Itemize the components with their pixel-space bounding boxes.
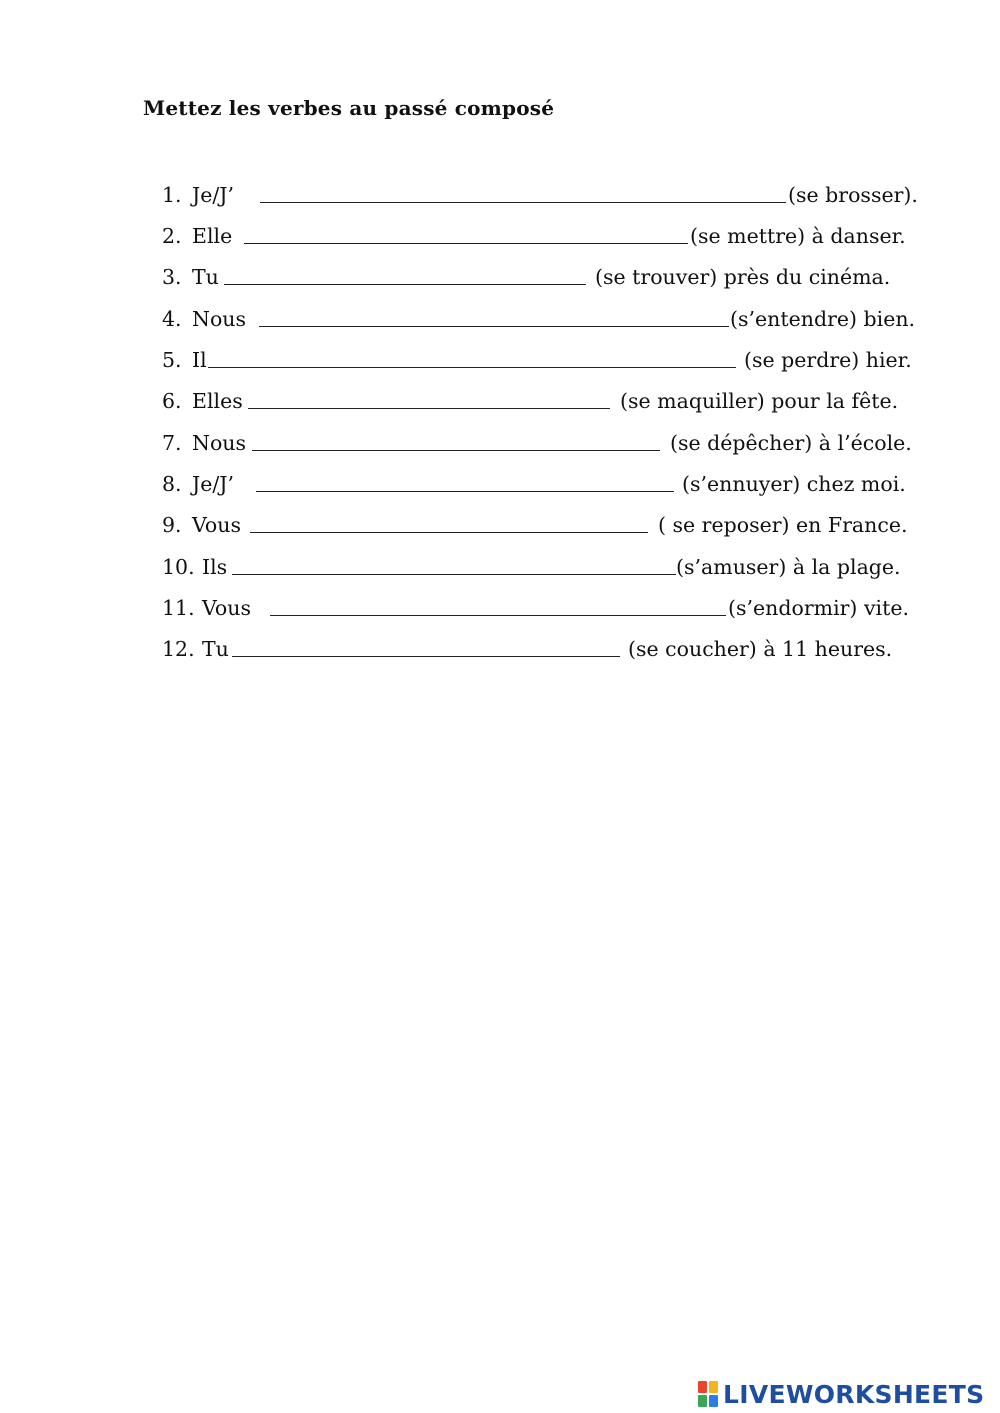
item-verb-hint: (s’ennuyer) chez moi.	[682, 472, 906, 496]
item-number: 5.	[162, 348, 182, 372]
item-number: 2.	[162, 224, 182, 248]
answer-blank[interactable]	[252, 450, 660, 451]
item-subject: Nous	[192, 307, 247, 331]
exercise-item	[162, 345, 932, 375]
exercise-item	[162, 386, 932, 416]
answer-blank[interactable]	[270, 615, 726, 616]
exercise-item	[162, 469, 932, 499]
item-subject: Tu	[192, 265, 219, 289]
answer-blank[interactable]	[256, 491, 674, 492]
answer-blank[interactable]	[250, 532, 648, 533]
item-subject: Je/J’	[192, 472, 234, 496]
exercise-item	[162, 180, 932, 210]
item-subject: Tu	[202, 637, 229, 661]
item-number: 4.	[162, 307, 182, 331]
answer-blank[interactable]	[232, 656, 620, 657]
item-subject: Vous	[192, 513, 241, 537]
logo-text: LIVEWORKSHEETS	[723, 1379, 985, 1409]
item-number: 9.	[162, 513, 182, 537]
exercise-item	[162, 634, 932, 664]
worksheet-title: Mettez les verbes au passé composé	[143, 96, 555, 120]
item-verb-hint: (se coucher) à 11 heures.	[628, 637, 893, 661]
exercise-item	[162, 428, 932, 458]
item-subject: Vous	[202, 596, 251, 620]
item-number: 3.	[162, 265, 182, 289]
item-subject: Elles	[192, 389, 243, 413]
exercise-item	[162, 510, 932, 540]
exercise-item	[162, 552, 932, 582]
answer-blank[interactable]	[208, 367, 736, 368]
item-number: 1.	[162, 183, 182, 207]
item-verb-hint: (se maquiller) pour la fête.	[620, 389, 899, 413]
liveworksheets-logo[interactable]	[698, 1378, 984, 1410]
item-number: 8.	[162, 472, 182, 496]
item-subject: Nous	[192, 431, 247, 455]
answer-blank[interactable]	[260, 202, 786, 203]
item-number: 10.	[162, 555, 195, 579]
item-verb-hint: (se brosser).	[788, 183, 918, 207]
item-number: 11.	[162, 596, 195, 620]
item-subject: Il	[192, 348, 207, 372]
answer-blank[interactable]	[259, 326, 729, 327]
item-verb-hint: (se mettre) à danser.	[690, 224, 906, 248]
item-verb-hint: (se trouver) près du cinéma.	[595, 265, 891, 289]
item-subject: Elle	[192, 224, 233, 248]
answer-blank[interactable]	[244, 243, 688, 244]
item-verb-hint: (se dépêcher) à l’école.	[670, 431, 912, 455]
item-subject: Ils	[202, 555, 228, 579]
item-verb-hint: ( se reposer) en France.	[658, 513, 908, 537]
item-verb-hint: (s’amuser) à la plage.	[676, 555, 901, 579]
answer-blank[interactable]	[232, 574, 676, 575]
liveworksheets-logo-icon	[698, 1380, 720, 1408]
answer-blank[interactable]	[248, 408, 610, 409]
exercise-item	[162, 304, 932, 334]
exercise-item	[162, 593, 932, 623]
exercise-item	[162, 262, 932, 292]
item-subject: Je/J’	[192, 183, 234, 207]
item-verb-hint: (se perdre) hier.	[744, 348, 912, 372]
item-verb-hint: (s’entendre) bien.	[730, 307, 916, 331]
item-verb-hint: (s’endormir) vite.	[728, 596, 909, 620]
item-number: 6.	[162, 389, 182, 413]
item-number: 7.	[162, 431, 182, 455]
item-number: 12.	[162, 637, 195, 661]
exercise-item	[162, 221, 932, 251]
answer-blank[interactable]	[224, 284, 586, 285]
